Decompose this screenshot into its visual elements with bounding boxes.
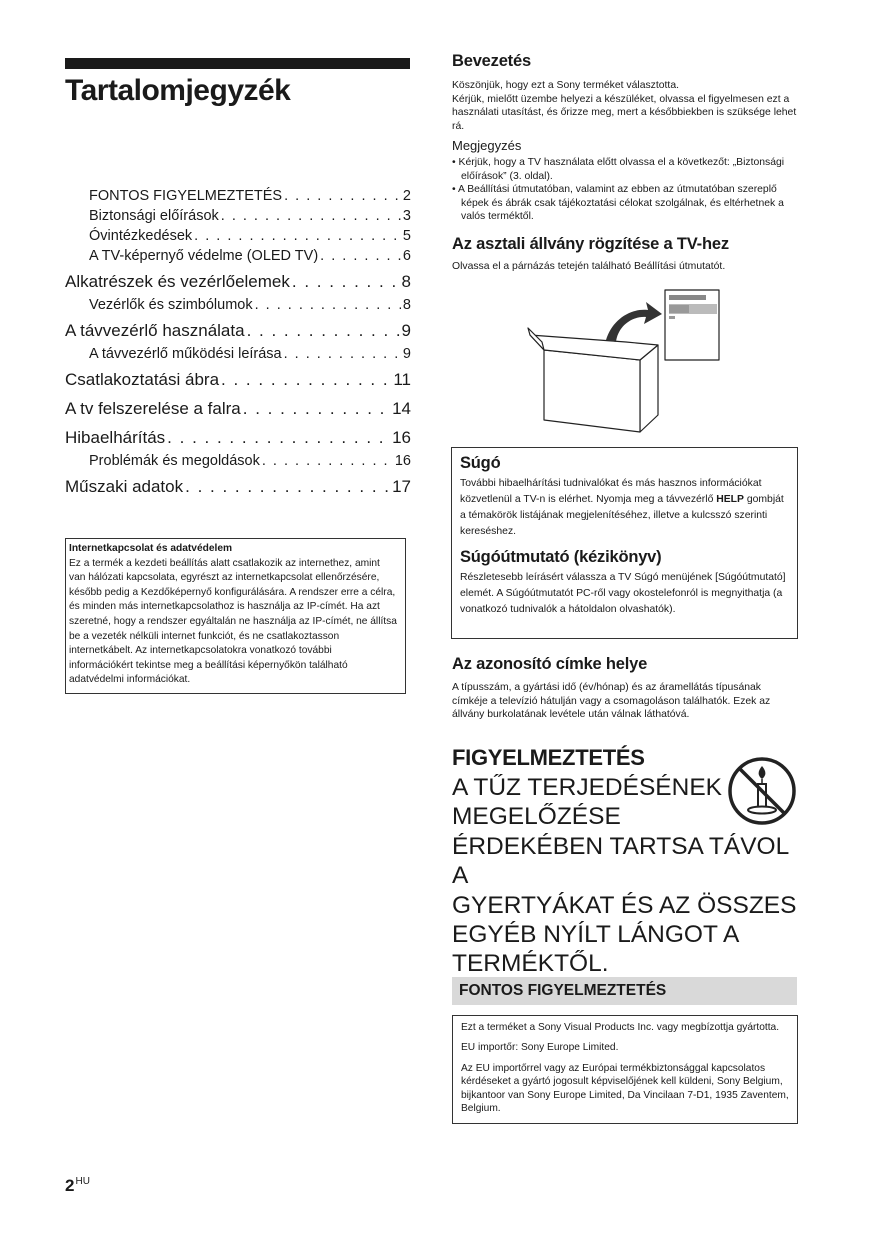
toc-entry[interactable]: Óvintézkedések . . . 5 (65, 226, 411, 246)
intro-text: Köszönjük, hogy ezt a Sony terméket választotta. Kérjük, mielőtt üzembe helyezi a készüléket, olvassa el figyelmesen ezt a használati utasítást, és őrizze meg, mert a későbbiekben is szüksége lehet rá. (452, 80, 797, 132)
help-heading: Súgó (460, 454, 501, 472)
toc-entry[interactable]: Problémák és megoldások . . . 16 (65, 451, 411, 471)
page-number: $2^{HU}$ (65, 1176, 90, 1195)
id-label-heading: Az azonosító címke helye (452, 655, 648, 673)
importer-text: EU importőr: Sony Europe Limited. (461, 1042, 619, 1054)
note-item: • A Beállítási útmutatóban, valamint az ebben az útmutatóban szereplő képek és ábrák csak tájékoztatási célokat szolgálnak, és eltérhetnek a valós terméktől. (452, 183, 797, 224)
warning-text: A TŰZ TERJEDÉSÉNEK MEGELŐZÉSE ÉRDEKÉBEN TARTSA TÁVOL A GYERTYÁKAT ÉS AZ ÖSSZES EGYÉB NYÍLT LÁNGOT A TERMÉKTŐL. (452, 774, 797, 978)
intro-heading: Bevezetés (452, 52, 531, 70)
toc-entry[interactable]: A távvezérlő működési leírása . . . 9 (65, 344, 411, 364)
title-rule (65, 58, 410, 69)
manufacturer-text: Ezt a terméket a Sony Visual Products Inc. vagy megbízottja gyártotta. (461, 1022, 780, 1033)
toc-chapter[interactable]: Hibaelhárítás . . . 16 (65, 425, 411, 451)
help-text: További hibaelhárítási tudnivalókat és más hasznos információkat közvetlenül a TV-n is elérhet. Nyomja meg a távvezérlő HELP gombját a témakörök listájának megjelenítéséhez, illetve a kulcsszó szerinti kereséshez. (460, 478, 784, 537)
stand-heading: Az asztali állvány rögzítése a TV-hez (452, 235, 729, 253)
help-box (451, 447, 798, 639)
note-list (452, 156, 797, 224)
toc-chapter[interactable]: Alkatrészek és vezérlőelemek . . . 8 (65, 269, 411, 295)
stand-text: Olvassa el a párnázás tetején található Beállítási útmutatót. (452, 261, 726, 272)
no-open-flame-icon (727, 756, 797, 826)
table-of-contents (65, 186, 411, 500)
toc-entry[interactable]: Biztonsági előírások . . . 3 (65, 206, 411, 226)
toc-chapter[interactable]: Műszaki adatok . . . 17 (65, 474, 411, 500)
toc-entry[interactable]: A TV-képernyő védelme (OLED TV) . . . 6 (65, 246, 411, 266)
internet-privacy-box (65, 538, 406, 694)
arrow-icon (606, 302, 662, 342)
toc-chapter[interactable]: A távvezérlő használata . . . 9 (65, 318, 411, 344)
warning-heading: FIGYELMEZTETÉS (452, 745, 645, 770)
toc-chapter[interactable]: A tv felszerelése a falra . . . 14 (65, 396, 411, 422)
setup-guide-box-illustration (520, 280, 730, 440)
help-guide-heading: Súgóútmutató (kézikönyv) (460, 548, 662, 566)
id-label-text: A típusszám, a gyártási idő (év/hónap) és az áramellátás típusának címkéje a televízió hátulján vagy a csomagoláson találhatók. Ezek az állvány burkolatának levétele után válnak láthatóvá. (452, 682, 771, 721)
important-warning-bar: FONTOS FIGYELMEZTETÉS (452, 977, 797, 1005)
representative-text: Az EU importőrrel vagy az Európai termékbiztonsággal kapcsolatos kérdéseket a gyártó jogosult képviselőjének kell küldeni, Sony Belgium, bijkantoor van Sony Europe Limited, Da Vincilaan 7-D1, 1935 Zaventem, Belgium. (461, 1062, 789, 1115)
note-heading: Megjegyzés (452, 138, 522, 153)
help-guide-text: Részletesebb leírásért válassza a TV Súgó menüjének [Súgóútmutató] elemét. A Súgóútmutatót PC-ről vagy okostelefonról is megnyithatja (a vonatkozó tudnivalók a hátoldalon olvashatók). (460, 572, 786, 615)
internet-privacy-heading: Internetkapcsolat és adatvédelem (69, 543, 233, 554)
toc-entry[interactable]: FONTOS FIGYELMEZTETÉS . . . 2 (65, 186, 411, 206)
toc-chapter[interactable]: Csatlakoztatási ábra . . . 11 (65, 367, 411, 393)
manufacturer-info-box (452, 1015, 798, 1124)
setup-guide-sheet (665, 290, 719, 360)
page-title: Tartalomjegyzék (65, 74, 291, 107)
internet-privacy-text: Ez a termék a kezdeti beállítás alatt csatlakozik az internethez, amint van hálózati kapcsolata, egyrészt az internetkapcsolat ellenőrzésére, később pedig a Kezdőképernyő konfigurálására. A rendszer erre a célra, és minden más internetkapcsolathoz is használja az IP-címét. Ha azt szeretné, hogy a rendszer egyáltalán ne használja az IP-címét, ne állítsa be a vezeték nélküli internet funkciót, és ne csatlakoztasson internetkábelt. Az internetkapcsolatokra vonatkozó további információkért tekintse meg a beállítási képernyőkön található adatvédelmi információkat. (69, 557, 397, 686)
note-item: • Kérjük, hogy a TV használata előtt olvassa el a következőt: „Biztonsági előírások” (3. oldal). (452, 156, 797, 183)
toc-entry[interactable]: Vezérlők és szimbólumok . . . 8 (65, 295, 411, 315)
